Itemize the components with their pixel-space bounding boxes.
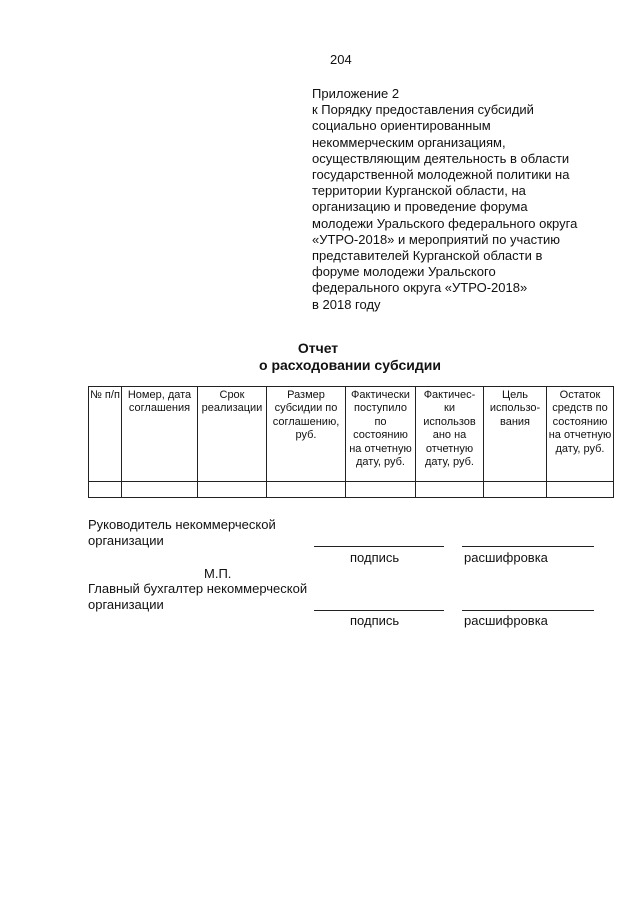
appendix-line: осуществляющим деятельность в области xyxy=(312,150,570,166)
table-cell[interactable] xyxy=(198,482,267,498)
page-number: 204 xyxy=(330,52,352,67)
accountant-label-line: Главный бухгалтер некоммерческой xyxy=(88,581,308,596)
accountant-decode-caption: расшифровка xyxy=(464,613,548,628)
appendix-line: некоммерческим организациям, xyxy=(312,134,506,150)
accountant-label-line: организации xyxy=(88,597,164,612)
appendix-line: Приложение 2 xyxy=(312,86,400,101)
report-subtitle: о расходовании субсидии xyxy=(259,357,441,373)
header-used: Фактичес- ки использов ано на отчетную дату, руб. xyxy=(416,387,484,482)
header-purpose: Цель использо- вания xyxy=(484,387,547,482)
table-header-row xyxy=(89,387,614,482)
stamp-place: М.П. xyxy=(204,566,232,581)
head-label-line: Руководитель некоммерческой xyxy=(88,517,276,532)
report-title: Отчет xyxy=(297,340,339,356)
head-decode-caption: расшифровка xyxy=(464,550,548,565)
head-signature-caption: подпись xyxy=(350,550,400,565)
appendix-line: «УТРО-2018» и мероприятий по участию xyxy=(312,231,561,247)
expense-report-table xyxy=(88,386,614,498)
table-cell[interactable] xyxy=(484,482,547,498)
appendix-line: федерального округа «УТРО-2018» xyxy=(312,280,528,296)
appendix-header xyxy=(312,86,612,313)
accountant-decode-line[interactable] xyxy=(462,610,594,611)
appendix-line: организацию и проведение форума xyxy=(312,199,528,215)
header-subsidy-amount: Размер субсидии по соглашению, руб. xyxy=(267,387,346,482)
accountant-signature-caption: подпись xyxy=(350,613,400,628)
table-cell[interactable] xyxy=(267,482,346,498)
appendix-line: к Порядку предоставления субсидий xyxy=(312,102,534,118)
table-cell[interactable] xyxy=(416,482,484,498)
appendix-line: социально ориентированным xyxy=(312,118,491,134)
head-signature-line[interactable] xyxy=(314,546,444,547)
appendix-line: форуме молодежи Уральского xyxy=(312,264,496,280)
appendix-line: в 2018 году xyxy=(312,296,381,312)
accountant-signature-label xyxy=(88,581,307,613)
table-row xyxy=(89,482,614,498)
header-number: № п/п xyxy=(89,387,122,482)
head-decode-line[interactable] xyxy=(462,546,594,547)
head-label-line: организации xyxy=(88,533,164,548)
table-cell[interactable] xyxy=(547,482,614,498)
table-cell[interactable] xyxy=(346,482,416,498)
appendix-line: представителей Курганской области в xyxy=(312,248,543,264)
header-balance: Остаток средств по состоянию на отчетную дату, руб. xyxy=(547,387,614,482)
accountant-signature-line[interactable] xyxy=(314,610,444,611)
head-signature-label xyxy=(88,517,276,549)
appendix-line: территории Курганской области, на xyxy=(312,183,526,199)
table-cell[interactable] xyxy=(89,482,122,498)
appendix-line: молодежи Уральского федерального округа xyxy=(312,215,578,231)
header-agreement: Номер, дата соглашения xyxy=(122,387,198,482)
header-received: Фактически поступило по состоянию на отчетную дату, руб. xyxy=(346,387,416,482)
header-term: Срок реализации xyxy=(198,387,267,482)
table-cell[interactable] xyxy=(122,482,198,498)
appendix-line: государственной молодежной политики на xyxy=(312,167,570,183)
